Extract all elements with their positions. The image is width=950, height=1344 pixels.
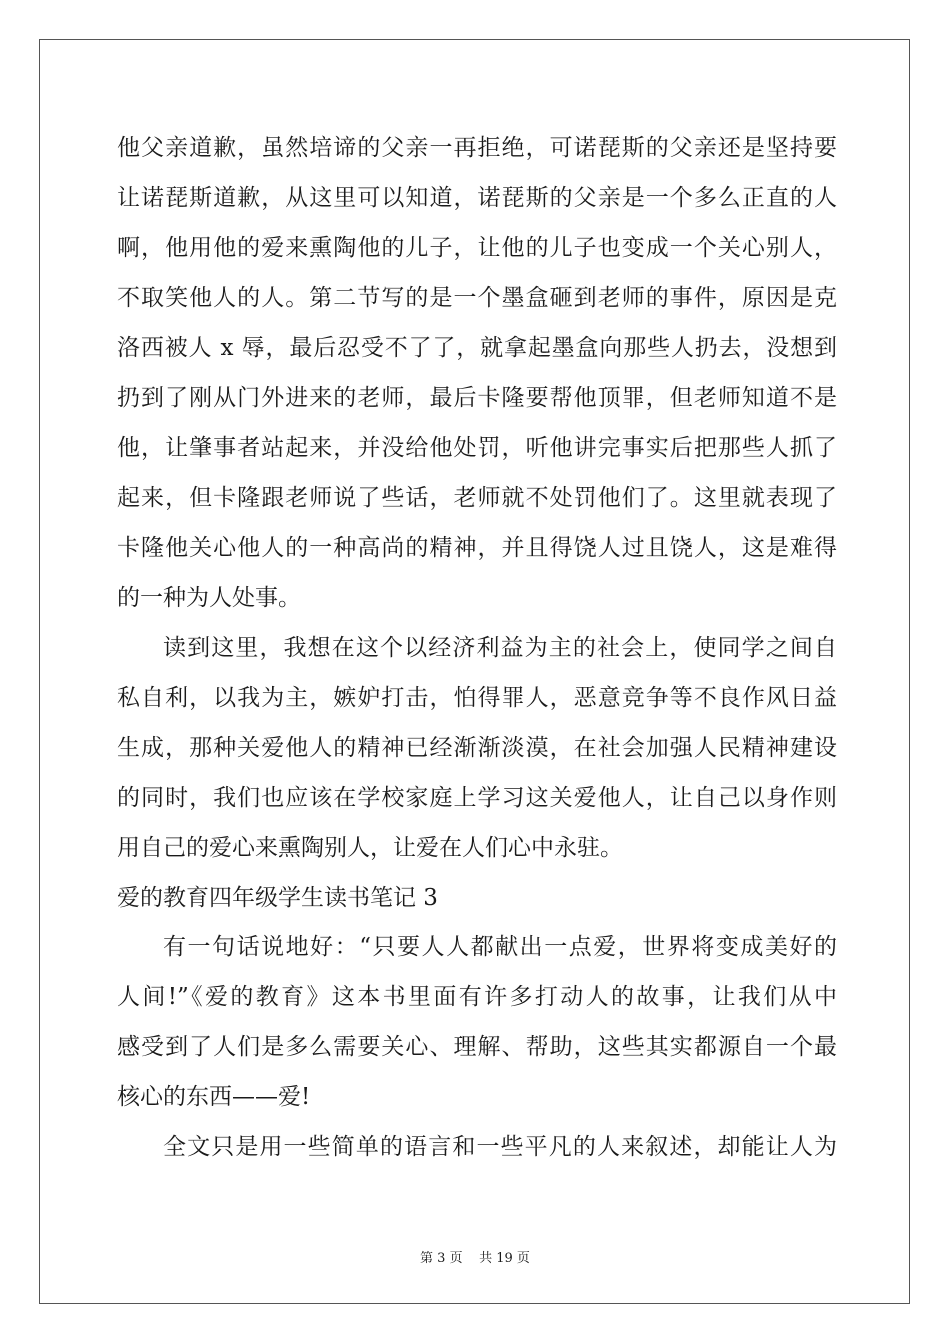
text-line: 不取笑他人的人。第二节写的是一个墨盒砸到老师的事件，原因是克 <box>117 285 837 311</box>
text-line: 的同时，我们也应该在学校家庭上学习这关爱他人，让自己以身作则 <box>117 785 837 811</box>
page-total: 共 19 页 <box>479 1251 530 1266</box>
text-line: 私自利，以我为主，嫉妒打击，怕得罪人，恶意竞争等不良作风日益 <box>117 685 837 711</box>
text-line: 的一种为人处事。 <box>117 585 301 611</box>
text-line: 生成，那种关爱他人的精神已经渐渐淡漠，在社会加强人民精神建设 <box>117 735 837 761</box>
text-line: 感受到了人们是多么需要关心、理解、帮助，这些其实都源自一个最 <box>117 1034 837 1060</box>
text-line: 扔到了刚从门外进来的老师，最后卡隆要帮他顶罪，但老师知道不是 <box>117 385 837 411</box>
paragraph-first-line: 有一句话说地好：“只要人人都献出一点爱，世界将变成美好的 <box>163 934 837 960</box>
text-line: 啊，他用他的爱来熏陶他的儿子，让他的儿子也变成一个关心别人， <box>117 235 837 261</box>
text-line: 他父亲道歉，虽然培谛的父亲一再拒绝，可诺琵斯的父亲还是坚持要 <box>117 135 837 161</box>
page-border <box>39 39 910 1304</box>
text-line: 洛西被人 x 辱，最后忍受不了了，就拿起墨盒向那些人扔去，没想到 <box>117 335 837 361</box>
text-line: 卡隆他关心他人的一种高尚的精神，并且得饶人过且饶人，这是难得 <box>117 535 837 561</box>
text-line: 用自己的爱心来熏陶别人，让爱在人们心中永驻。 <box>117 835 623 861</box>
text-line: 核心的东西——爱! <box>117 1084 311 1110</box>
section-heading: 爱的教育四年级学生读书笔记 3 <box>117 885 438 911</box>
text-line: 他，让肇事者站起来，并没给他处罚，听他讲完事实后把那些人抓了 <box>117 435 837 461</box>
paragraph-first-line: 全文只是用一些简单的语言和一些平凡的人来叙述，却能让人为 <box>163 1134 837 1160</box>
page-number: 第 3 页 <box>420 1251 463 1266</box>
text-line: 起来，但卡隆跟老师说了些话，老师就不处罚他们了。这里就表现了 <box>117 485 837 511</box>
paragraph-first-line: 读到这里，我想在这个以经济利益为主的社会上，使同学之间自 <box>163 635 837 661</box>
text-line: 让诺琵斯道歉，从这里可以知道，诺琵斯的父亲是一个多么正直的人 <box>117 185 837 211</box>
text-line: 人间!”《爱的教育》这本书里面有许多打动人的故事，让我们从中 <box>117 984 837 1010</box>
page-footer <box>0 1247 950 1266</box>
